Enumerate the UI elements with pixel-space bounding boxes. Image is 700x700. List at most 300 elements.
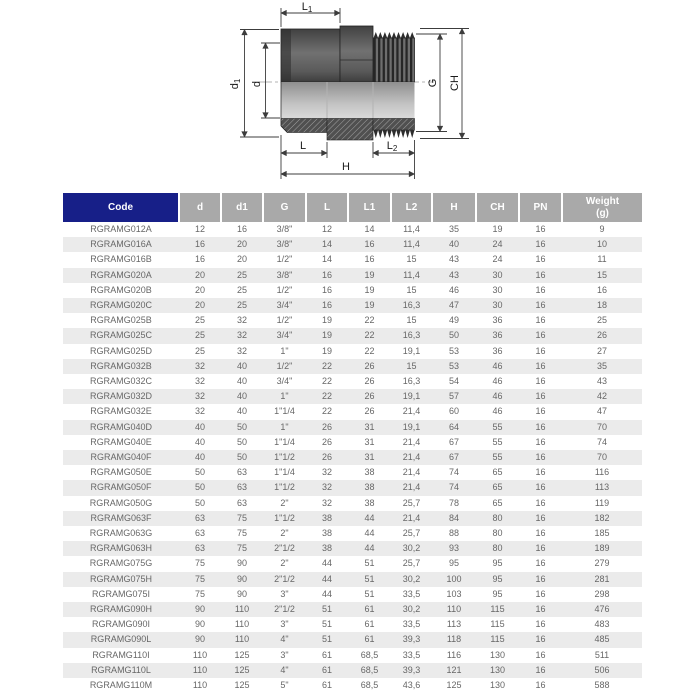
technical-drawing [0, 0, 700, 190]
cell-g: 1/2" [263, 359, 306, 374]
cell-d1: 110 [221, 602, 263, 617]
cell-l1: 68,5 [348, 678, 391, 693]
cell-weight: 35 [562, 359, 642, 374]
cell-ch: 95 [476, 556, 519, 571]
cell-h: 50 [432, 328, 476, 343]
cell-h: 100 [432, 572, 476, 587]
cell-g: 3" [263, 617, 306, 632]
cell-l2: 39,3 [391, 632, 432, 647]
cell-l: 26 [306, 450, 348, 465]
cell-g: 2" [263, 526, 306, 541]
cell-d1: 75 [221, 541, 263, 556]
cell-l2: 15 [391, 359, 432, 374]
cell-l: 51 [306, 632, 348, 647]
cell-l1: 19 [348, 283, 391, 298]
cell-l: 32 [306, 496, 348, 511]
cell-l1: 38 [348, 496, 391, 511]
cell-weight: 47 [562, 404, 642, 419]
cell-l2: 21,4 [391, 450, 432, 465]
cell-l: 32 [306, 465, 348, 480]
label-L: L [299, 140, 307, 152]
cell-d: 40 [179, 420, 221, 435]
cell-d1: 32 [221, 344, 263, 359]
cell-d1: 63 [221, 496, 263, 511]
table-row [63, 374, 642, 389]
cell-weight: 26 [562, 328, 642, 343]
cell-l: 16 [306, 298, 348, 313]
cell-g: 2" [263, 496, 306, 511]
cell-l2: 33,5 [391, 617, 432, 632]
cell-h: 74 [432, 480, 476, 495]
cell-ch: 115 [476, 617, 519, 632]
cell-ch: 115 [476, 632, 519, 647]
cell-d: 40 [179, 435, 221, 450]
cell-l1: 26 [348, 374, 391, 389]
thread-teeth-top [374, 32, 415, 38]
cell-ch: 46 [476, 404, 519, 419]
cell-code: RGRAMG040D [63, 420, 179, 435]
cell-l1: 22 [348, 313, 391, 328]
table-row [63, 420, 642, 435]
cell-d1: 16 [221, 222, 263, 237]
cell-code: RGRAMG016A [63, 237, 179, 252]
cell-h: 93 [432, 541, 476, 556]
cell-d: 75 [179, 572, 221, 587]
cell-d1: 40 [221, 404, 263, 419]
spec-table [63, 193, 642, 693]
cell-g: 3/8" [263, 237, 306, 252]
fitting-body-section [280, 82, 414, 140]
header-CH: CH [476, 193, 519, 222]
cell-weight: 25 [562, 313, 642, 328]
cell-l1: 19 [348, 268, 391, 283]
cell-l1: 51 [348, 587, 391, 602]
cell-d: 12 [179, 222, 221, 237]
cell-h: 53 [432, 359, 476, 374]
cell-h: 118 [432, 632, 476, 647]
cell-d1: 40 [221, 374, 263, 389]
cell-code: RGRAMG063F [63, 511, 179, 526]
cell-ch: 65 [476, 496, 519, 511]
cell-d1: 125 [221, 663, 263, 678]
cell-d: 16 [179, 252, 221, 267]
cell-l2: 16,3 [391, 374, 432, 389]
cell-l1: 38 [348, 480, 391, 495]
cell-d: 32 [179, 374, 221, 389]
cell-h: 35 [432, 222, 476, 237]
cell-ch: 80 [476, 526, 519, 541]
cell-weight: 116 [562, 465, 642, 480]
cell-l1: 31 [348, 435, 391, 450]
cell-ch: 55 [476, 450, 519, 465]
wall-hatch-mid [327, 119, 373, 141]
cell-g: 4" [263, 663, 306, 678]
cell-g: 3/4" [263, 328, 306, 343]
cell-l1: 26 [348, 359, 391, 374]
cell-h: 95 [432, 556, 476, 571]
cell-d: 110 [179, 678, 221, 693]
cell-ch: 19 [476, 222, 519, 237]
cell-h: 125 [432, 678, 476, 693]
cell-code: RGRAMG040F [63, 450, 179, 465]
cell-code: RGRAMG050G [63, 496, 179, 511]
cell-pn: 16 [519, 283, 562, 298]
cell-weight: 511 [562, 648, 642, 663]
cell-weight: 42 [562, 389, 642, 404]
cell-l2: 15 [391, 313, 432, 328]
cell-ch: 36 [476, 344, 519, 359]
cell-l2: 19,1 [391, 389, 432, 404]
cell-d: 16 [179, 237, 221, 252]
cell-g: 1"1/2 [263, 450, 306, 465]
cell-d: 20 [179, 283, 221, 298]
cell-d1: 125 [221, 678, 263, 693]
cell-h: 40 [432, 237, 476, 252]
cell-h: 43 [432, 268, 476, 283]
dim-d [261, 43, 280, 118]
table-row [63, 389, 642, 404]
table-row [63, 465, 642, 480]
cell-code: RGRAMG110I [63, 648, 179, 663]
cell-pn: 16 [519, 663, 562, 678]
cell-ch: 24 [476, 237, 519, 252]
cell-l: 26 [306, 420, 348, 435]
cell-l1: 31 [348, 450, 391, 465]
cell-l2: 21,4 [391, 435, 432, 450]
cell-ch: 80 [476, 541, 519, 556]
cell-d1: 25 [221, 298, 263, 313]
cell-code: RGRAMG025B [63, 313, 179, 328]
table-row [63, 496, 642, 511]
cell-h: 121 [432, 663, 476, 678]
table-row [63, 328, 642, 343]
header-L1: L1 [348, 193, 391, 222]
cell-pn: 16 [519, 602, 562, 617]
cell-l1: 38 [348, 465, 391, 480]
cell-pn: 16 [519, 420, 562, 435]
cell-g: 1" [263, 420, 306, 435]
cell-g: 2"1/2 [263, 602, 306, 617]
cell-d: 20 [179, 268, 221, 283]
cell-d1: 50 [221, 420, 263, 435]
cell-g: 1"1/2 [263, 511, 306, 526]
cell-code: RGRAMG090L [63, 632, 179, 647]
cell-l2: 21,4 [391, 404, 432, 419]
cell-d1: 63 [221, 480, 263, 495]
cell-g: 4" [263, 632, 306, 647]
cell-d1: 90 [221, 572, 263, 587]
cell-d1: 90 [221, 556, 263, 571]
cell-g: 1"1/4 [263, 435, 306, 450]
cell-d1: 110 [221, 632, 263, 647]
cell-d: 25 [179, 313, 221, 328]
header-d: d [179, 193, 221, 222]
cell-g: 1/2" [263, 252, 306, 267]
cell-code: RGRAMG090I [63, 617, 179, 632]
header-d1: d1 [221, 193, 263, 222]
cell-l2: 21,4 [391, 480, 432, 495]
cell-l: 19 [306, 313, 348, 328]
cell-g: 3/4" [263, 298, 306, 313]
table-row [63, 404, 642, 419]
cell-weight: 182 [562, 511, 642, 526]
header-weight [562, 193, 642, 222]
cell-l: 12 [306, 222, 348, 237]
cell-l1: 68,5 [348, 663, 391, 678]
wall-hatch-right [373, 119, 415, 131]
header-row [63, 193, 642, 222]
cell-l1: 22 [348, 344, 391, 359]
cell-ch: 46 [476, 389, 519, 404]
table-row [63, 648, 642, 663]
cell-g: 3" [263, 648, 306, 663]
table-row [63, 602, 642, 617]
cell-d: 32 [179, 389, 221, 404]
cell-l2: 11,4 [391, 222, 432, 237]
table-row [63, 556, 642, 571]
cell-l1: 51 [348, 556, 391, 571]
cell-ch: 80 [476, 511, 519, 526]
cell-weight: 588 [562, 678, 642, 693]
cell-l2: 39,3 [391, 663, 432, 678]
cell-l1: 68,5 [348, 648, 391, 663]
cell-d1: 110 [221, 617, 263, 632]
cell-g: 2"1/2 [263, 541, 306, 556]
cell-l2: 15 [391, 252, 432, 267]
hex-top [340, 26, 373, 82]
cell-l1: 61 [348, 602, 391, 617]
cell-h: 67 [432, 450, 476, 465]
cell-ch: 36 [476, 328, 519, 343]
cell-l1: 16 [348, 252, 391, 267]
cell-weight: 189 [562, 541, 642, 556]
cell-weight: 27 [562, 344, 642, 359]
cell-pn: 16 [519, 435, 562, 450]
cell-h: 46 [432, 283, 476, 298]
table-row [63, 480, 642, 495]
cell-pn: 16 [519, 526, 562, 541]
cell-h: 110 [432, 602, 476, 617]
cell-pn: 16 [519, 480, 562, 495]
label-L2: L2 [386, 140, 398, 153]
cell-l: 16 [306, 283, 348, 298]
cell-weight: 70 [562, 420, 642, 435]
cell-ch: 46 [476, 374, 519, 389]
cell-code: RGRAMG025D [63, 344, 179, 359]
header-weight-line1: Weight [585, 196, 620, 207]
cell-d: 90 [179, 602, 221, 617]
cell-pn: 16 [519, 617, 562, 632]
cell-code: RGRAMG032D [63, 389, 179, 404]
header-H: H [432, 193, 476, 222]
cell-pn: 16 [519, 465, 562, 480]
cell-d: 20 [179, 298, 221, 313]
cell-pn: 16 [519, 298, 562, 313]
cell-pn: 16 [519, 572, 562, 587]
cell-ch: 24 [476, 252, 519, 267]
cell-l2: 19,1 [391, 344, 432, 359]
cell-d: 110 [179, 663, 221, 678]
cell-ch: 55 [476, 420, 519, 435]
cell-l: 61 [306, 648, 348, 663]
cell-weight: 485 [562, 632, 642, 647]
cell-l: 44 [306, 587, 348, 602]
table-row [63, 632, 642, 647]
cell-h: 49 [432, 313, 476, 328]
label-H: H [342, 161, 350, 173]
cell-l: 22 [306, 389, 348, 404]
table-row [63, 617, 642, 632]
cell-l1: 51 [348, 572, 391, 587]
cell-d1: 25 [221, 268, 263, 283]
cell-ch: 130 [476, 663, 519, 678]
cell-g: 3/8" [263, 222, 306, 237]
threads-top [374, 38, 415, 82]
cell-d: 25 [179, 328, 221, 343]
cell-code: RGRAMG020C [63, 298, 179, 313]
cell-l2: 16,3 [391, 328, 432, 343]
table-row [63, 298, 642, 313]
cell-g: 5" [263, 678, 306, 693]
table-row [63, 313, 642, 328]
label-CH: CH [449, 75, 461, 91]
cell-l: 61 [306, 678, 348, 693]
cell-weight: 113 [562, 480, 642, 495]
cell-l: 51 [306, 602, 348, 617]
cell-d1: 50 [221, 450, 263, 465]
cell-weight: 15 [562, 268, 642, 283]
spec-table-body [63, 222, 642, 693]
cell-l2: 33,5 [391, 648, 432, 663]
fitting-body-top [281, 26, 415, 82]
cell-d: 32 [179, 359, 221, 374]
cell-ch: 130 [476, 678, 519, 693]
cell-l: 14 [306, 237, 348, 252]
cell-weight: 506 [562, 663, 642, 678]
cell-l1: 26 [348, 389, 391, 404]
cell-d1: 125 [221, 648, 263, 663]
cell-d1: 75 [221, 511, 263, 526]
thread-teeth-bottom [374, 130, 415, 138]
cell-pn: 16 [519, 237, 562, 252]
cell-pn: 16 [519, 222, 562, 237]
header-G: G [263, 193, 306, 222]
cell-pn: 16 [519, 328, 562, 343]
cell-pn: 16 [519, 374, 562, 389]
cell-pn: 16 [519, 632, 562, 647]
cell-d: 50 [179, 496, 221, 511]
cell-d1: 63 [221, 465, 263, 480]
table-row [63, 663, 642, 678]
cell-l1: 31 [348, 420, 391, 435]
cell-h: 64 [432, 420, 476, 435]
cell-code: RGRAMG020A [63, 268, 179, 283]
cell-code: RGRAMG032B [63, 359, 179, 374]
cell-l1: 22 [348, 328, 391, 343]
cell-code: RGRAMG075H [63, 572, 179, 587]
cell-pn: 16 [519, 268, 562, 283]
cell-l1: 44 [348, 526, 391, 541]
cell-l1: 61 [348, 632, 391, 647]
cell-l2: 33,5 [391, 587, 432, 602]
table-row [63, 237, 642, 252]
cell-l2: 30,2 [391, 602, 432, 617]
cell-d1: 20 [221, 237, 263, 252]
cell-weight: 281 [562, 572, 642, 587]
cell-l2: 43,6 [391, 678, 432, 693]
table-row [63, 541, 642, 556]
cell-l2: 30,2 [391, 541, 432, 556]
cell-ch: 36 [476, 313, 519, 328]
cell-ch: 30 [476, 298, 519, 313]
cell-weight: 16 [562, 283, 642, 298]
cell-l1: 44 [348, 541, 391, 556]
header-L: L [306, 193, 348, 222]
cell-l: 44 [306, 572, 348, 587]
cell-pn: 16 [519, 404, 562, 419]
cell-l: 38 [306, 541, 348, 556]
cell-d1: 32 [221, 328, 263, 343]
cell-pn: 16 [519, 252, 562, 267]
cell-code: RGRAMG032C [63, 374, 179, 389]
cell-g: 1"1/4 [263, 465, 306, 480]
cell-code: RGRAMG075I [63, 587, 179, 602]
cell-d1: 50 [221, 435, 263, 450]
cell-h: 84 [432, 511, 476, 526]
cell-h: 67 [432, 435, 476, 450]
cell-l: 38 [306, 511, 348, 526]
header-PN: PN [519, 193, 562, 222]
cell-code: RGRAMG032E [63, 404, 179, 419]
cell-l: 32 [306, 480, 348, 495]
cell-l2: 11,4 [391, 268, 432, 283]
table-row [63, 678, 642, 693]
cell-weight: 9 [562, 222, 642, 237]
cell-l1: 19 [348, 298, 391, 313]
cell-g: 1"1/2 [263, 480, 306, 495]
cell-l: 16 [306, 268, 348, 283]
cell-h: 54 [432, 374, 476, 389]
cell-ch: 30 [476, 268, 519, 283]
cell-d: 90 [179, 632, 221, 647]
cell-l: 26 [306, 435, 348, 450]
cell-h: 116 [432, 648, 476, 663]
cell-h: 47 [432, 298, 476, 313]
cell-weight: 74 [562, 435, 642, 450]
table-row [63, 450, 642, 465]
cell-pn: 16 [519, 541, 562, 556]
cell-l: 22 [306, 374, 348, 389]
cell-h: 74 [432, 465, 476, 480]
socket-chamfer [281, 29, 291, 82]
cell-l1: 16 [348, 237, 391, 252]
cell-weight: 476 [562, 602, 642, 617]
cell-g: 1/2" [263, 313, 306, 328]
cell-d1: 20 [221, 252, 263, 267]
cell-l: 22 [306, 359, 348, 374]
cell-l2: 16,3 [391, 298, 432, 313]
bore-section [281, 82, 415, 119]
cell-d1: 32 [221, 313, 263, 328]
table-row [63, 268, 642, 283]
cell-code: RGRAMG012A [63, 222, 179, 237]
cell-ch: 65 [476, 480, 519, 495]
cell-weight: 483 [562, 617, 642, 632]
cell-h: 78 [432, 496, 476, 511]
cell-g: 1"1/4 [263, 404, 306, 419]
cell-l: 19 [306, 344, 348, 359]
cell-code: RGRAMG016B [63, 252, 179, 267]
